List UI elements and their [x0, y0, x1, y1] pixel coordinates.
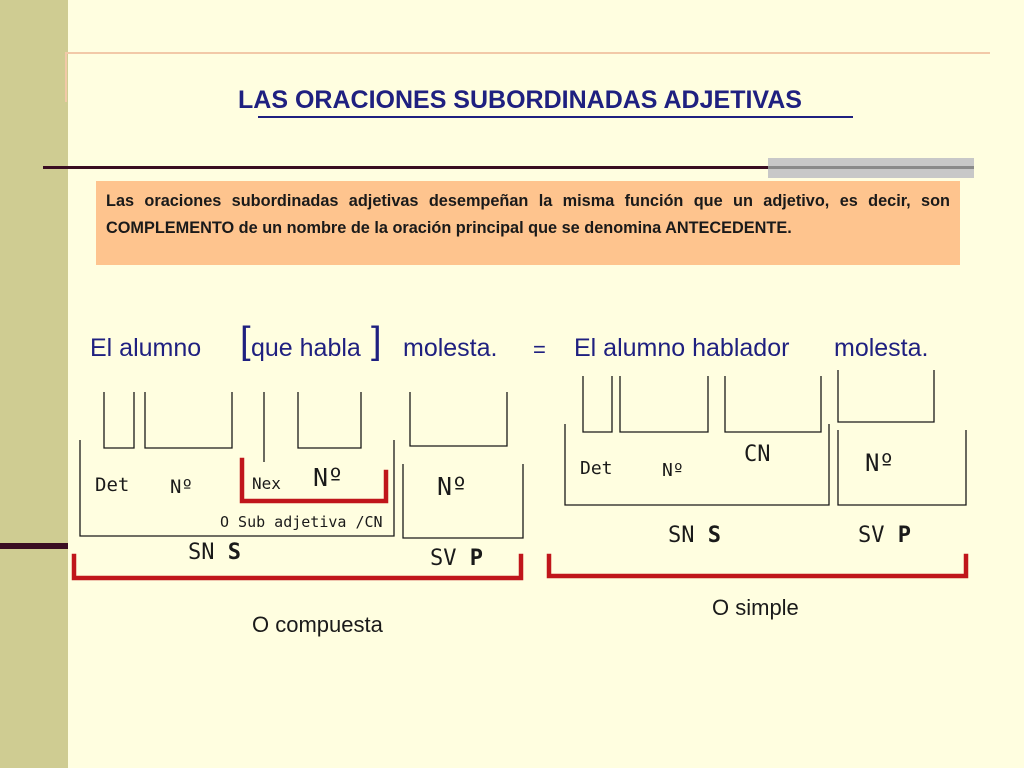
label-nexo: Nex	[252, 474, 281, 493]
bracket-hablador	[725, 376, 821, 432]
label-sn-left-function: S	[227, 540, 241, 565]
sentence-right-word-el-alumno-hablador: El alumno hablador	[574, 334, 790, 362]
label-sv-right-text: SV	[858, 523, 885, 548]
sentence-left-word-que-habla: que habla	[251, 334, 361, 362]
label-sv-left-function: P	[469, 546, 483, 571]
sentence-left-open-bracket: [	[240, 320, 251, 362]
bracket-alumno	[145, 392, 232, 448]
label-nucleo-3-left: Nº	[437, 472, 468, 501]
bracket-habla	[298, 392, 361, 448]
equals-sign: =	[533, 337, 546, 362]
definition-text: Las oraciones subordinadas adjetivas desempeñan la misma función que un adjetivo, es decir, son COMPLEMENTO de un nombre de la oración principal que se denomina ANTECEDENTE.	[106, 192, 950, 237]
label-nucleo-2-right: Nº	[865, 449, 894, 477]
label-o-compuesta: O compuesta	[252, 612, 383, 637]
bracket-el	[104, 392, 134, 448]
slide-title: LAS ORACIONES SUBORDINADAS ADJETIVAS	[238, 86, 802, 114]
bracket-alumno-right	[620, 376, 708, 432]
label-sn-right-function: S	[707, 523, 721, 548]
sentence-right-word-molesta: molesta.	[834, 334, 929, 362]
label-sv-right	[858, 523, 911, 548]
label-sv-right-function: P	[897, 523, 911, 548]
label-nucleo-1-right: Nº	[662, 460, 684, 481]
sentence-left-word-el-alumno: El alumno	[90, 334, 202, 362]
label-cn: CN	[744, 442, 771, 467]
label-sn-right-text: SN	[668, 523, 695, 548]
bracket-molesta-right	[838, 370, 934, 422]
label-sv-left-text: SV	[430, 546, 457, 571]
label-sn-right	[668, 523, 721, 548]
label-sn-left	[188, 540, 241, 565]
label-det-left: Det	[95, 474, 130, 496]
label-nucleo-2-left: Nº	[313, 463, 344, 492]
bracket-molesta-left	[410, 392, 507, 446]
sentence-left-close-bracket: ]	[371, 320, 382, 362]
label-det-right: Det	[580, 458, 613, 479]
bracket-el-right	[583, 376, 612, 432]
label-sv-left	[430, 546, 483, 571]
label-sn-left-text: SN	[188, 540, 215, 565]
label-nucleo-1-left: Nº	[170, 476, 193, 498]
label-o-simple: O simple	[712, 595, 799, 620]
sentence-left-word-molesta: molesta.	[403, 334, 498, 362]
red-bracket-o-simple	[549, 556, 966, 576]
label-sub-adjetiva: O Sub adjetiva /CN	[220, 513, 383, 531]
bracket-sv-right	[838, 430, 966, 505]
